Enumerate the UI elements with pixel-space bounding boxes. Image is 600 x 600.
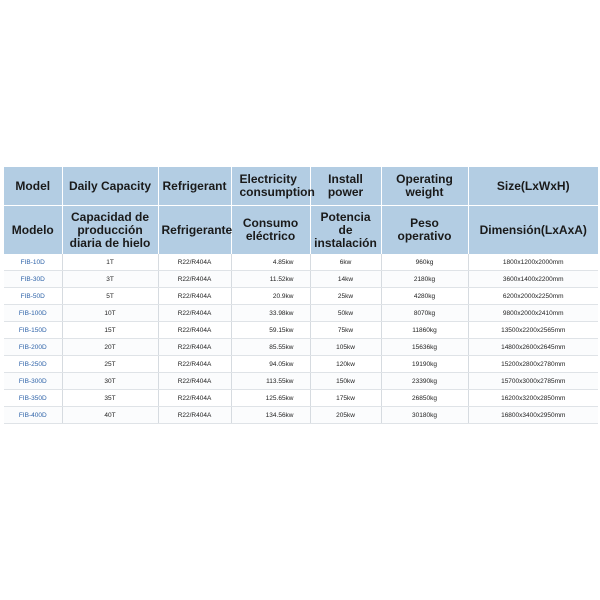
size-cell: 16800x3400x2950mm bbox=[468, 407, 598, 424]
capacity-cell: 10T bbox=[62, 305, 158, 322]
power-cell: 75kw bbox=[310, 322, 381, 339]
power-cell: 25kw bbox=[310, 288, 381, 305]
size-cell: 16200x3200x2850mm bbox=[468, 390, 598, 407]
power-cell: 175kw bbox=[310, 390, 381, 407]
header-size: Size(LxWxH) bbox=[468, 167, 598, 206]
model-cell: FIB-350D bbox=[4, 390, 62, 407]
weight-cell: 11860kg bbox=[381, 322, 468, 339]
model-cell: FIB-50D bbox=[4, 288, 62, 305]
header-operating-weight: Operating weight bbox=[381, 167, 468, 206]
model-cell: FIB-250D bbox=[4, 356, 62, 373]
capacity-cell: 40T bbox=[62, 407, 158, 424]
model-cell: FIB-150D bbox=[4, 322, 62, 339]
consumption-cell: 11.52kw bbox=[231, 271, 310, 288]
power-cell: 14kw bbox=[310, 271, 381, 288]
table-row bbox=[4, 390, 598, 407]
model-cell: FIB-100D bbox=[4, 305, 62, 322]
refrigerant-cell: R22/R404A bbox=[158, 390, 231, 407]
capacity-cell: 3T bbox=[62, 271, 158, 288]
consumption-cell: 59.15kw bbox=[231, 322, 310, 339]
table-row bbox=[4, 322, 598, 339]
refrigerant-cell: R22/R404A bbox=[158, 373, 231, 390]
refrigerant-cell: R22/R404A bbox=[158, 271, 231, 288]
header-potencia: Potencia de instalación bbox=[310, 206, 381, 255]
power-cell: 205kw bbox=[310, 407, 381, 424]
table-row bbox=[4, 288, 598, 305]
consumption-cell: 20.9kw bbox=[231, 288, 310, 305]
consumption-cell: 4.85kw bbox=[231, 254, 310, 271]
weight-cell: 30180kg bbox=[381, 407, 468, 424]
capacity-cell: 20T bbox=[62, 339, 158, 356]
header-row-spanish bbox=[4, 206, 598, 255]
capacity-cell: 15T bbox=[62, 322, 158, 339]
spec-table bbox=[4, 167, 598, 424]
power-cell: 120kw bbox=[310, 356, 381, 373]
header-consumo: Consumo eléctrico bbox=[231, 206, 310, 255]
header-model: Model bbox=[4, 167, 62, 206]
spec-table-container bbox=[4, 167, 598, 424]
model-cell: FIB-300D bbox=[4, 373, 62, 390]
refrigerant-cell: R22/R404A bbox=[158, 339, 231, 356]
header-peso: Peso operativo bbox=[381, 206, 468, 255]
power-cell: 6kw bbox=[310, 254, 381, 271]
table-row bbox=[4, 407, 598, 424]
model-cell: FIB-10D bbox=[4, 254, 62, 271]
weight-cell: 4280kg bbox=[381, 288, 468, 305]
model-cell: FIB-30D bbox=[4, 271, 62, 288]
capacity-cell: 30T bbox=[62, 373, 158, 390]
model-cell: FIB-200D bbox=[4, 339, 62, 356]
header-dimension: Dimensión(LxAxA) bbox=[468, 206, 598, 255]
consumption-cell: 113.55kw bbox=[231, 373, 310, 390]
consumption-cell: 94.05kw bbox=[231, 356, 310, 373]
size-cell: 15700x3000x2785mm bbox=[468, 373, 598, 390]
capacity-cell: 1T bbox=[62, 254, 158, 271]
refrigerant-cell: R22/R404A bbox=[158, 322, 231, 339]
size-cell: 14800x2600x2645mm bbox=[468, 339, 598, 356]
consumption-cell: 85.55kw bbox=[231, 339, 310, 356]
header-install-power: Install power bbox=[310, 167, 381, 206]
consumption-cell: 134.56kw bbox=[231, 407, 310, 424]
capacity-cell: 35T bbox=[62, 390, 158, 407]
weight-cell: 26850kg bbox=[381, 390, 468, 407]
refrigerant-cell: R22/R404A bbox=[158, 254, 231, 271]
power-cell: 105kw bbox=[310, 339, 381, 356]
size-cell: 3600x1400x2200mm bbox=[468, 271, 598, 288]
header-row-english bbox=[4, 167, 598, 206]
refrigerant-cell: R22/R404A bbox=[158, 407, 231, 424]
refrigerant-cell: R22/R404A bbox=[158, 305, 231, 322]
table-body bbox=[4, 254, 598, 424]
capacity-cell: 5T bbox=[62, 288, 158, 305]
size-cell: 13500x2200x2565mm bbox=[468, 322, 598, 339]
refrigerant-cell: R22/R404A bbox=[158, 288, 231, 305]
power-cell: 50kw bbox=[310, 305, 381, 322]
power-cell: 150kw bbox=[310, 373, 381, 390]
header-refrigerante: Refrigerante bbox=[158, 206, 231, 255]
weight-cell: 8070kg bbox=[381, 305, 468, 322]
table-row bbox=[4, 373, 598, 390]
consumption-cell: 125.65kw bbox=[231, 390, 310, 407]
header-electricity-consumption: Electricity consumption bbox=[231, 167, 310, 206]
model-cell: FIB-400D bbox=[4, 407, 62, 424]
weight-cell: 2180kg bbox=[381, 271, 468, 288]
header-daily-capacity: Daily Capacity bbox=[62, 167, 158, 206]
weight-cell: 15636kg bbox=[381, 339, 468, 356]
table-row bbox=[4, 305, 598, 322]
header-capacidad: Capacidad de producción diaria de hielo bbox=[62, 206, 158, 255]
consumption-cell: 33.98kw bbox=[231, 305, 310, 322]
refrigerant-cell: R22/R404A bbox=[158, 356, 231, 373]
size-cell: 15200x2800x2780mm bbox=[468, 356, 598, 373]
weight-cell: 23390kg bbox=[381, 373, 468, 390]
table-row bbox=[4, 271, 598, 288]
table-row bbox=[4, 356, 598, 373]
weight-cell: 960kg bbox=[381, 254, 468, 271]
size-cell: 6200x2000x2250mm bbox=[468, 288, 598, 305]
size-cell: 1800x1200x2000mm bbox=[468, 254, 598, 271]
weight-cell: 19190kg bbox=[381, 356, 468, 373]
table-row bbox=[4, 339, 598, 356]
table-row bbox=[4, 254, 598, 271]
capacity-cell: 25T bbox=[62, 356, 158, 373]
header-modelo: Modelo bbox=[4, 206, 62, 255]
header-refrigerant: Refrigerant bbox=[158, 167, 231, 206]
size-cell: 9800x2000x2410mm bbox=[468, 305, 598, 322]
